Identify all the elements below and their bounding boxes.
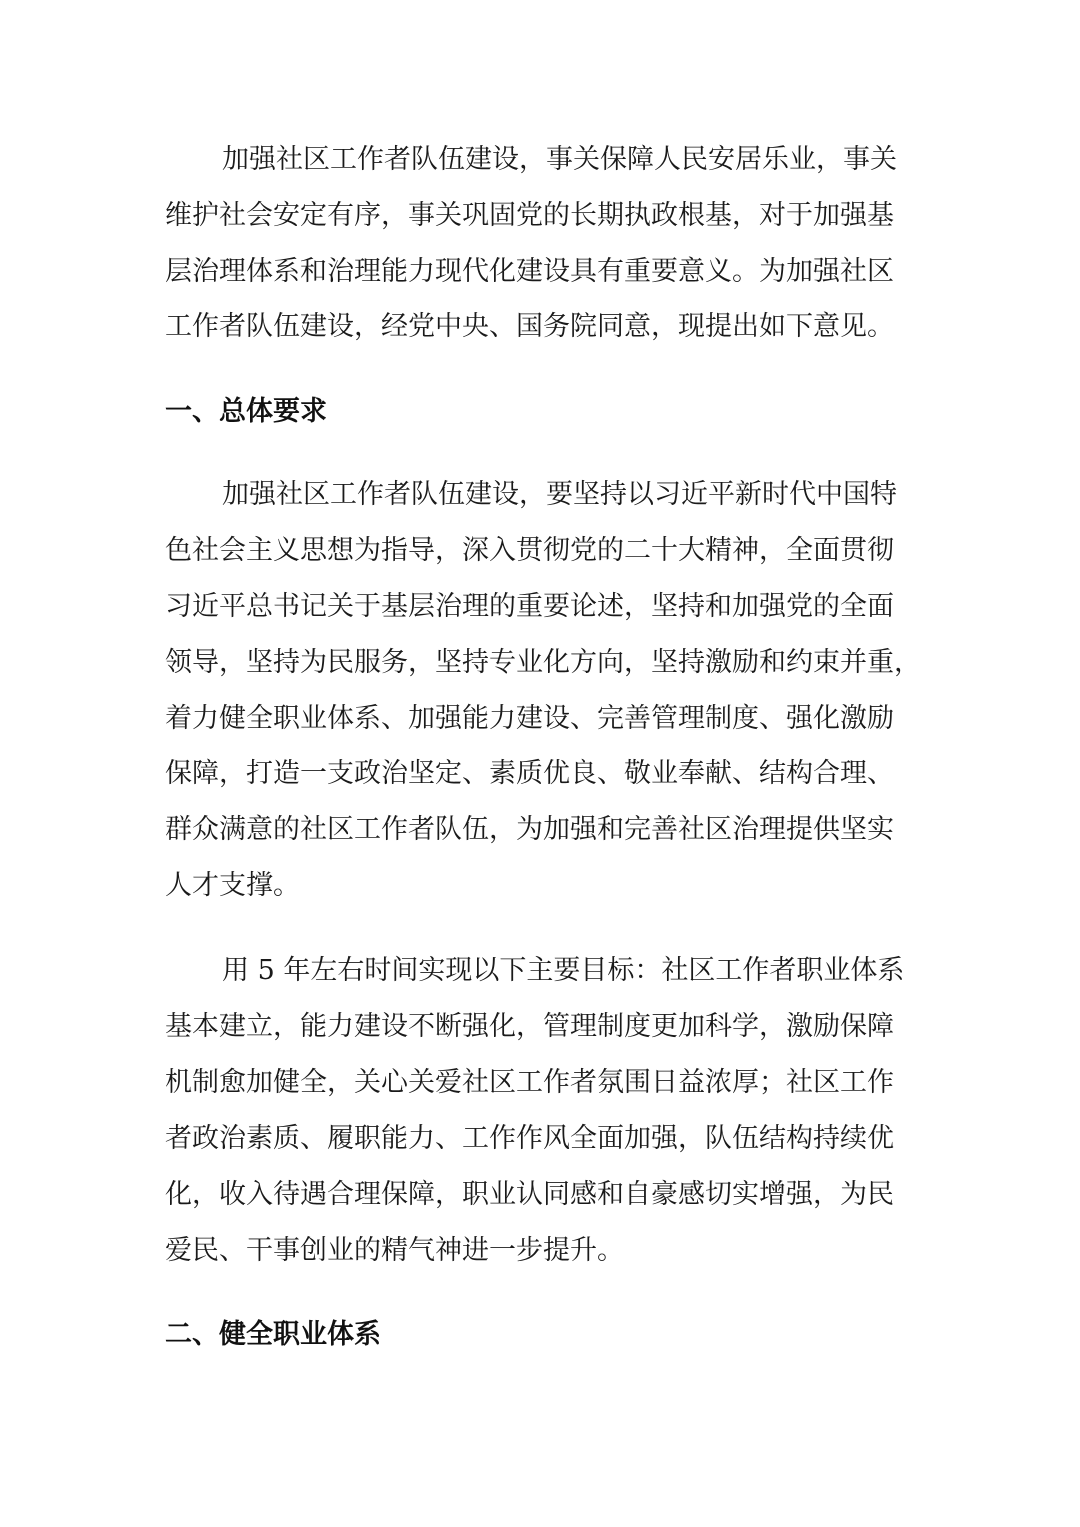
section-1-heading: 一、总体要求 <box>165 396 327 427</box>
intro-line-4: 工作者队伍建设，经党中央、国务院同意，现提出如下意见。 <box>165 311 894 342</box>
intro-line-1: 加强社区工作者队伍建设，事关保障人民安居乐业，事关 <box>222 144 897 175</box>
s1p2-line-4: 者政治素质、履职能力、工作作风全面加强，队伍结构持续优 <box>165 1123 894 1154</box>
s1p2-line-5: 化，收入待遇合理保障，职业认同感和自豪感切实增强，为民 <box>165 1179 894 1210</box>
s1p2-line-2: 基本建立，能力建设不断强化，管理制度更加科学，激励保障 <box>165 1011 894 1042</box>
section-2-heading: 二、健全职业体系 <box>165 1319 381 1350</box>
s1p2-line-6: 爱民、干事创业的精气神进一步提升。 <box>165 1235 624 1266</box>
intro-line-3: 层治理体系和治理能力现代化建设具有重要意义。为加强社区 <box>165 256 894 287</box>
s1p2-line-1: 用 5 年左右时间实现以下主要目标：社区工作者职业体系 <box>222 955 905 986</box>
s1p1-line-2: 色社会主义思想为指导，深入贯彻党的二十大精神，全面贯彻 <box>165 535 894 566</box>
s1p1-line-7: 群众满意的社区工作者队伍，为加强和完善社区治理提供坚实 <box>165 814 894 845</box>
s1p2-line-3: 机制愈加健全，关心关爱社区工作者氛围日益浓厚；社区工作 <box>165 1067 894 1098</box>
s1p1-line-3: 习近平总书记关于基层治理的重要论述，坚持和加强党的全面 <box>165 591 894 622</box>
s1p1-line-8: 人才支撑。 <box>165 870 300 901</box>
s1p1-line-6: 保障，打造一支政治坚定、素质优良、敬业奉献、结构合理、 <box>165 758 894 789</box>
s1p1-line-5: 着力健全职业体系、加强能力建设、完善管理制度、强化激励 <box>165 703 894 734</box>
intro-line-2: 维护社会安定有序，事关巩固党的长期执政根基，对于加强基 <box>165 200 894 231</box>
s1p1-line-4: 领导，坚持为民服务，坚持专业化方向，坚持激励和约束并重， <box>165 647 921 678</box>
s1p1-line-1: 加强社区工作者队伍建设，要坚持以习近平新时代中国特 <box>222 479 897 510</box>
